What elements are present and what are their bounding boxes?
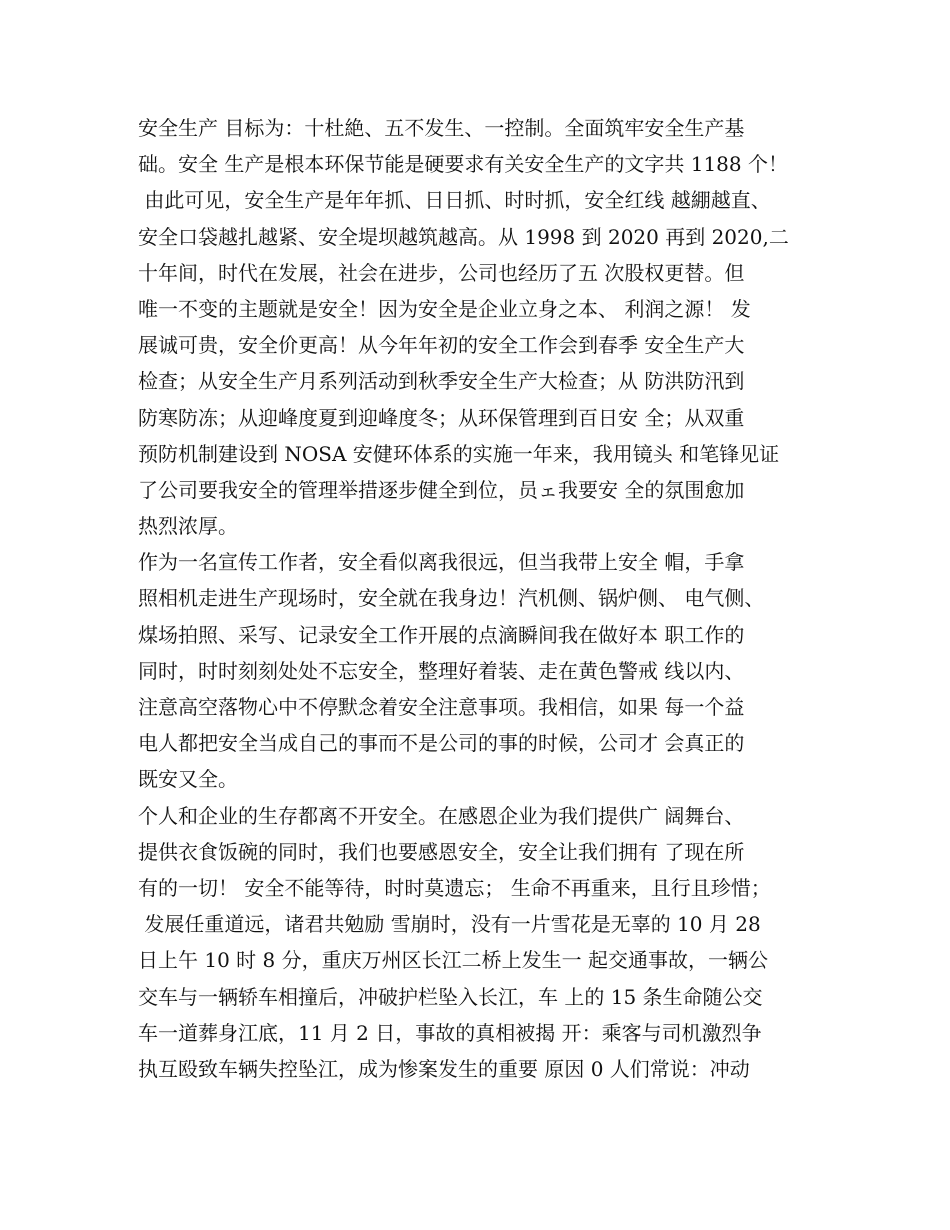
text-line: 注意高空落物心中不停默念着安全注意事项。我相信，如果 每一个益 bbox=[138, 695, 745, 719]
text-line: 个人和企业的生存都离不开安全。在感恩企业为我们提供广 阔舞台、 bbox=[138, 803, 745, 828]
text-line: 检查；从安全生产月系列活动到秋季安全生产大检查；从 防洪防汛到 bbox=[138, 369, 745, 394]
text-line: 有的一切！ 安全不能等待，时时莫遗忘； 生命不再重来，且行且珍惜； bbox=[138, 875, 771, 900]
text-line: 防寒防冻；从迎峰度夏到迎峰度冬；从环保管理到百日安 全；从双重 bbox=[138, 405, 745, 430]
text-line: 交车与一辆轿车相撞后，冲破护栏坠入长江，车 上的 15 条生命随公交 bbox=[138, 984, 763, 1009]
text-line: 作为一名宣传工作者，安全看似离我很远，但当我带上安全 帽，手拿 bbox=[138, 550, 745, 575]
text-line: 十年间，时代在发展，社会在进步，公司也经历了五 次股权更替。但 bbox=[138, 260, 745, 285]
text-line: 展诚可贵，安全价更高！从今年年初的安全工作会到春季 安全生产大 bbox=[138, 333, 745, 358]
text-line: 日上午 10 时 8 分，重庆万州区长江二桥上发生一 起交通事故，一辆公 bbox=[138, 948, 768, 973]
text-line: 提供衣食饭碗的同时，我们也要感恩安全，安全让我们拥有 了现在所 bbox=[138, 839, 745, 864]
text-line: 执互殴致车辆失控坠江，成为惨案发生的重要 原因 0 人们常说：冲动 bbox=[138, 1056, 750, 1081]
text-line: 车一道葬身江底，11 月 2 日，事故的真相被揭 开：乘客与司机激烈争 bbox=[138, 1020, 762, 1045]
text-line: 照相机走进生产现场时，安全就在我身边！汽机侧、锅炉侧、 电气侧、 bbox=[138, 586, 765, 611]
text-line: 唯一不变的主题就是安全！因为安全是企业立身之本、 利润之源！ 发 bbox=[138, 296, 751, 321]
text-line: 安全生产 目标为：十杜絶、五不发生、一控制。全面筑牢安全生产基 bbox=[138, 116, 745, 140]
text-line: 预防机制建设到 NOSA 安健环体系的实施一年来，我用镜头 和笔锋见证 bbox=[138, 441, 780, 466]
text-line: 了公司要我安全的管理举措逐步健全到位，员ェ我要安 全的氛围愈加 bbox=[138, 477, 745, 502]
text-line: 同时，时时刻刻处处不忘安全，整理好着装、走在黄色警戒 线以内、 bbox=[138, 658, 745, 683]
body-text bbox=[138, 110, 828, 1087]
text-line: 电人都把安全当成自己的事而不是公司的事的时候，公司才 会真正的 bbox=[138, 731, 745, 756]
text-line: 发展任重道远，诸君共勉励 雪崩时，没有一片雪花是无辜的 10 月 28 bbox=[138, 912, 761, 937]
text-line: 煤场拍照、采写、记录安全工作开展的点滴瞬间我在做好本 职工作的 bbox=[138, 622, 745, 647]
text-line: 础。安全 生产是根本环保节能是硬要求有关安全生产的文字共 1188 个！ bbox=[138, 152, 788, 177]
text-line: 热烈浓厚。 bbox=[138, 514, 238, 539]
text-line: 既安又全。 bbox=[138, 767, 238, 792]
text-line: 由此可见，安全生产是年年抓、日日抓、时时抓，安全红线 越綳越直、 bbox=[138, 188, 771, 213]
text-line: 安全口袋越扎越紧、安全堤坝越筑越高。从 1998 到 2020 再到 2020,二 bbox=[138, 224, 789, 249]
